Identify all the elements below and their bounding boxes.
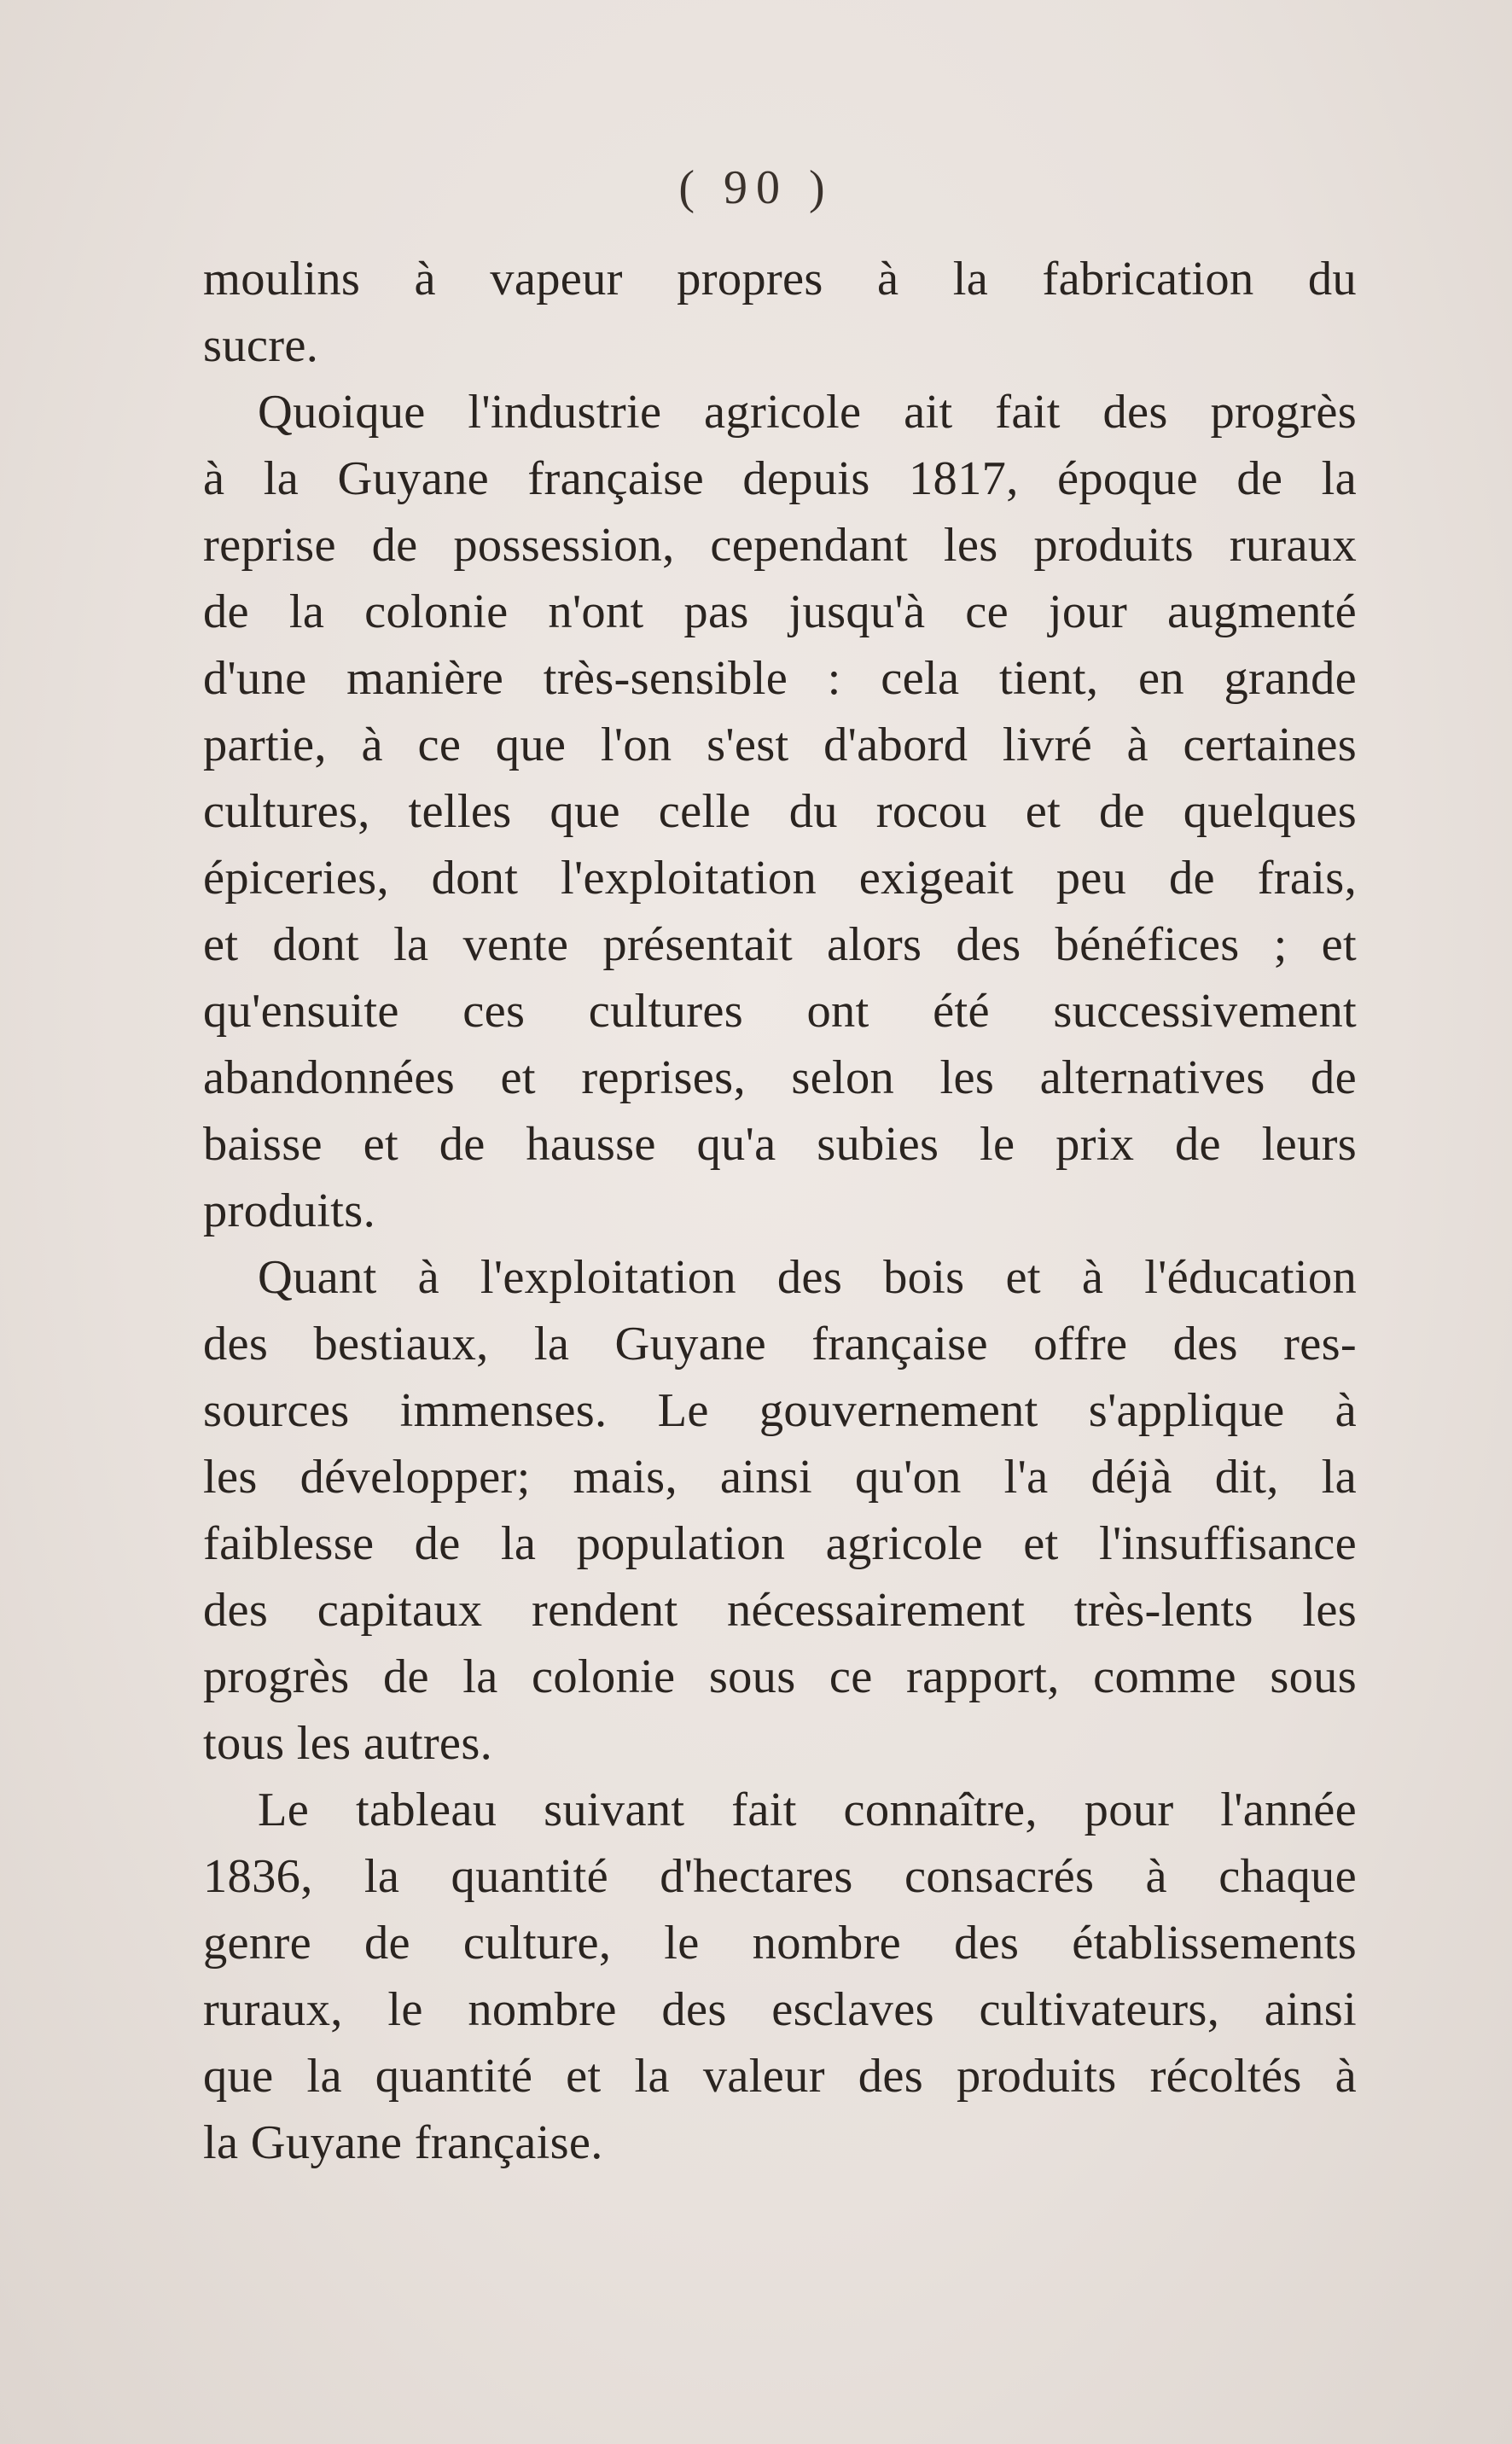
text-line: progrès de la colonie sous ce rapport, comme sous xyxy=(203,1650,1357,1703)
text-line: et dont la vente présentait alors des bénéfices ; et xyxy=(203,918,1357,971)
text-line: épiceries, dont l'exploitation exigeait peu de frais, xyxy=(203,852,1357,905)
text-line: baisse et de hausse qu'a subies le prix de leurs xyxy=(203,1118,1357,1171)
text-line: sources immenses. Le gouvernement s'applique à xyxy=(203,1384,1357,1437)
body-text xyxy=(203,246,1357,2176)
text-line: tous les autres. xyxy=(203,1717,493,1770)
text-line: de la colonie n'ont pas jusqu'à ce jour augmenté xyxy=(203,585,1357,638)
text-line: faiblesse de la population agricole et l'insuffisance xyxy=(203,1517,1357,1570)
paragraph-1 xyxy=(203,246,1357,379)
text-line: abandonnées et reprises, selon les alternatives de xyxy=(203,1051,1357,1104)
text-line: produits. xyxy=(203,1184,376,1237)
paragraph-2 xyxy=(203,379,1357,1244)
text-line: genre de culture, le nombre des établissements xyxy=(203,1917,1357,1970)
text-line: partie, à ce que l'on s'est d'abord livré à certaines xyxy=(203,719,1357,771)
text-line: reprise de possession, cependant les produits ruraux xyxy=(203,519,1357,572)
text-line: 1836, la quantité d'hectares consacrés à chaque xyxy=(203,1850,1357,1903)
text-line: des capitaux rendent nécessairement très-lents les xyxy=(203,1584,1357,1637)
paragraph-4 xyxy=(203,1777,1357,2176)
text-line: des bestiaux, la Guyane française offre des res- xyxy=(203,1318,1357,1370)
text-line: les développer; mais, ainsi qu'on l'a déjà dit, la xyxy=(203,1451,1357,1504)
text-line: cultures, telles que celle du rocou et de quelques xyxy=(203,785,1357,838)
text-line: d'une manière très-sensible : cela tient, en grande xyxy=(203,652,1357,705)
text-line: moulins à vapeur propres à la fabrication du xyxy=(203,253,1357,306)
text-line: la Guyane française. xyxy=(203,2116,603,2169)
text-line: qu'ensuite ces cultures ont été successivement xyxy=(203,985,1357,1038)
text-line: ruraux, le nombre des esclaves cultivateurs, ainsi xyxy=(203,1983,1357,2036)
page-number: ( 90 ) xyxy=(678,161,834,214)
text-line: Quoique l'industrie agricole ait fait des progrès xyxy=(258,386,1357,439)
text-line: à la Guyane française depuis 1817, époque de la xyxy=(203,452,1357,505)
text-line: sucre. xyxy=(203,319,319,372)
text-line: Le tableau suivant fait connaître, pour l'année xyxy=(258,1784,1357,1836)
text-line: Quant à l'exploitation des bois et à l'éducation xyxy=(258,1251,1357,1304)
text-line: que la quantité et la valeur des produits récoltés à xyxy=(203,2050,1357,2103)
paragraph-3 xyxy=(203,1244,1357,1777)
